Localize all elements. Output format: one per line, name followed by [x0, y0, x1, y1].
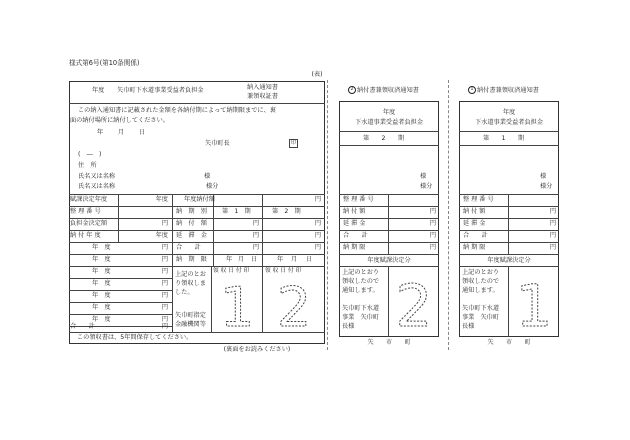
p2-note-2: 領収したので — [342, 278, 380, 285]
cut-line — [327, 80, 328, 350]
p1-footer-back: (裏面をお読みください) — [223, 346, 291, 353]
p1-date-year: 年 — [97, 129, 104, 136]
p2-bank-3: 長様 — [342, 323, 355, 330]
p3-period: 第 1 期 — [483, 135, 525, 142]
p1-postal-mark: ( ― ) — [78, 151, 102, 158]
p1-due-y: 年 — [226, 256, 233, 263]
p1-total-label: 合 計 — [176, 244, 201, 251]
p1-row-unit: 円 — [161, 323, 168, 330]
p1-date-day: 日 — [139, 129, 146, 136]
p1-row-label: 負担金決定額 — [70, 220, 108, 227]
p1-row-label: 年 度 — [92, 292, 111, 299]
p1-big-number-2 — [264, 276, 324, 339]
p3-row-unit: 円 — [549, 208, 556, 215]
p3-honorific-dear: 様分 — [540, 183, 553, 190]
p1-late-label: 延 滞 金 — [176, 232, 207, 239]
p1-date-month: 月 — [118, 129, 125, 136]
p1-yen: 円 — [314, 232, 321, 239]
p1-row-label: 年 度 — [92, 268, 111, 275]
p1-period-label: 納 期 別 — [176, 208, 207, 215]
p1-title-kind1: 納入通知書 — [247, 84, 278, 91]
p3-circle-number: 1 — [468, 86, 476, 94]
p1-row-label: 年 度 — [92, 304, 111, 311]
p3-bank-2: 事業 矢巾町 — [462, 314, 500, 321]
p3-bank-3: 長様 — [462, 323, 475, 330]
p2-honorific: 様 — [420, 173, 427, 180]
p3-year: 年度 — [502, 109, 516, 116]
p1-stamp-bank-1: 矢巾町指定 — [175, 312, 206, 319]
p2-note-1: 上記のとおり — [342, 269, 380, 276]
p3-note-3: 通知します。 — [462, 287, 499, 294]
p1-issuer: 矢巾町長 — [205, 140, 230, 147]
p3-big-number — [509, 272, 559, 340]
p2-row-label: 納 期 限 — [343, 244, 366, 251]
p2-row-label: 整 理 番 号 — [343, 196, 374, 203]
p1-yen: 円 — [252, 220, 259, 227]
p1-title-main: 矢巾町下水道事業受益者負担金 — [117, 87, 204, 94]
p2-row-unit: 円 — [429, 232, 436, 239]
p2-big-number — [389, 272, 439, 340]
p1-right-header-unit: 円 — [314, 196, 321, 203]
p3-row-unit: 円 — [549, 244, 556, 251]
p1-row-label: 年 度 — [92, 316, 111, 323]
p1-pay-label: 納 付 額 — [176, 220, 207, 227]
p3-row-label: 延 滞 金 — [463, 220, 486, 227]
p1-notice-line1: この納入通知書に記載された金額を各納付期によって納期限までに、裏 — [78, 107, 276, 114]
p1-due-d: 日 — [251, 256, 258, 263]
p2-honorific-dear: 様分 — [420, 183, 433, 190]
p1-due-m: 月 — [238, 256, 245, 263]
side-label: (表) — [311, 71, 323, 78]
p1-big-number-2-text: 2 — [276, 276, 312, 339]
p1-honorific: 様 — [204, 173, 211, 180]
p3-note-1: 上記のとおり — [462, 269, 500, 276]
p3-decision: 年度賦課決定分 — [487, 257, 531, 264]
p1-stamp-note-1: 上記のとお — [175, 271, 206, 278]
p1-row-label: 年 度 — [92, 280, 111, 287]
p3-subtitle: 下水道事業受益者負担金 — [474, 119, 544, 126]
p1-due-y: 年 — [277, 256, 284, 263]
p2-title — [348, 86, 419, 94]
p1-footer-note: この領収書は、5年間保存してください。 — [77, 334, 193, 341]
p2-big-number-text: 2 — [395, 272, 433, 340]
cut-line — [448, 80, 449, 350]
p1-big-number-1 — [212, 276, 262, 339]
p3-row-label: 納 期 限 — [463, 244, 486, 251]
p1-address-label: 住 所 — [78, 162, 97, 169]
p1-row-label: 年 度 — [92, 256, 111, 263]
p1-row-unit: 円 — [161, 304, 168, 311]
p1-yen: 円 — [314, 244, 321, 251]
p1-row-label: 賦課決定年度 — [70, 196, 108, 203]
p3-row-label: 整 理 番 号 — [463, 196, 494, 203]
p1-stamp-head-2: 領 収 日 付 印 — [265, 268, 302, 274]
p1-row-label: 整 理 番 号 — [70, 208, 101, 215]
p1-row-unit: 円 — [161, 292, 168, 299]
p1-title-kind2: 兼領収証書 — [247, 93, 278, 100]
p2-bank-2: 事業 矢巾町 — [342, 314, 380, 321]
p1-row-unit: 円 — [161, 220, 168, 227]
p1-right-header: 年度納付額 — [184, 196, 215, 203]
p1-row-label: 納 付 年 度 — [70, 232, 101, 239]
p2-row-unit: 円 — [429, 208, 436, 215]
p1-row-unit: 円 — [161, 280, 168, 287]
p2-bank-1: 矢巾町下水道 — [342, 305, 380, 312]
p1-name-label1: 氏名又は名称 — [78, 173, 116, 180]
p3-honorific: 様 — [540, 173, 547, 180]
p2-period: 第 2 期 — [363, 135, 405, 142]
p1-row-label: 合 計 — [70, 323, 95, 330]
p3-bank-1: 矢巾町下水道 — [462, 305, 500, 312]
p2-subtitle: 下水道事業受益者負担金 — [354, 119, 424, 126]
p1-yen: 円 — [252, 232, 259, 239]
p3-title-text: 納付書兼領収済通知書 — [477, 87, 539, 94]
p1-stamp-note-2: り領収しま — [175, 280, 206, 287]
p1-big-number-1-text: 1 — [219, 276, 255, 339]
p2-row-unit: 円 — [429, 244, 436, 251]
form-number: 様式第6号(第10条関係) — [69, 59, 140, 67]
p2-year: 年度 — [382, 109, 396, 116]
p2-circle-number: 2 — [348, 86, 356, 94]
p2-note-3: 通知します。 — [342, 287, 379, 294]
p1-stamp-note-3: した。 — [175, 289, 194, 296]
p1-due-d: 日 — [306, 256, 313, 263]
p1-due-label: 納 期 限 — [176, 256, 207, 263]
p1-period-1: 第 1 期 — [222, 208, 251, 215]
p1-due-m: 月 — [291, 256, 298, 263]
p2-decision: 年度賦課決定分 — [367, 257, 411, 264]
p2-row-label: 合 計 — [343, 232, 368, 239]
p1-row-unit: 円 — [161, 316, 168, 323]
p1-name-label2: 氏名又は名称 — [78, 183, 116, 190]
p3-footer: 矢 市 町 — [487, 339, 531, 346]
p1-title-year: 年度 — [92, 87, 105, 94]
p1-row-unit: 円 — [161, 244, 168, 251]
p2-row-label: 延 滞 金 — [343, 220, 366, 227]
p1-yen: 円 — [314, 220, 321, 227]
p1-stamp-head-1: 領 収 日 付 印 — [213, 268, 250, 274]
p2-footer: 矢 市 町 — [367, 339, 411, 346]
p2-row-unit: 円 — [429, 220, 436, 227]
p3-title — [468, 86, 539, 94]
p1-row-unit: 円 — [161, 256, 168, 263]
p2-row-label: 納 付 額 — [343, 208, 366, 215]
p3-row-label: 合 計 — [463, 232, 488, 239]
p1-row-unit: 円 — [161, 268, 168, 275]
p1-row-label: 年 度 — [92, 244, 111, 251]
p1-honorific-dear: 様分 — [206, 183, 219, 190]
p2-title-text: 納付書兼領収済通知書 — [357, 87, 419, 94]
p1-stamp-bank-2: 金融機関等 — [175, 321, 206, 328]
p1-row-unit: 年度 — [155, 196, 168, 203]
p1-row-unit: 年度 — [155, 232, 168, 239]
p1-notice-line2: 面の納付場所に納付してください。 — [70, 117, 169, 124]
p3-note-2: 領収したので — [462, 278, 500, 285]
p3-row-unit: 円 — [549, 220, 556, 227]
p1-issuer-seal: 印 — [290, 140, 296, 146]
p3-row-unit: 円 — [549, 232, 556, 239]
p3-big-number-text: 1 — [515, 272, 553, 340]
p1-yen: 円 — [252, 244, 259, 251]
p1-period-2: 第 2 期 — [272, 208, 301, 215]
p3-row-label: 納 付 額 — [463, 208, 486, 215]
